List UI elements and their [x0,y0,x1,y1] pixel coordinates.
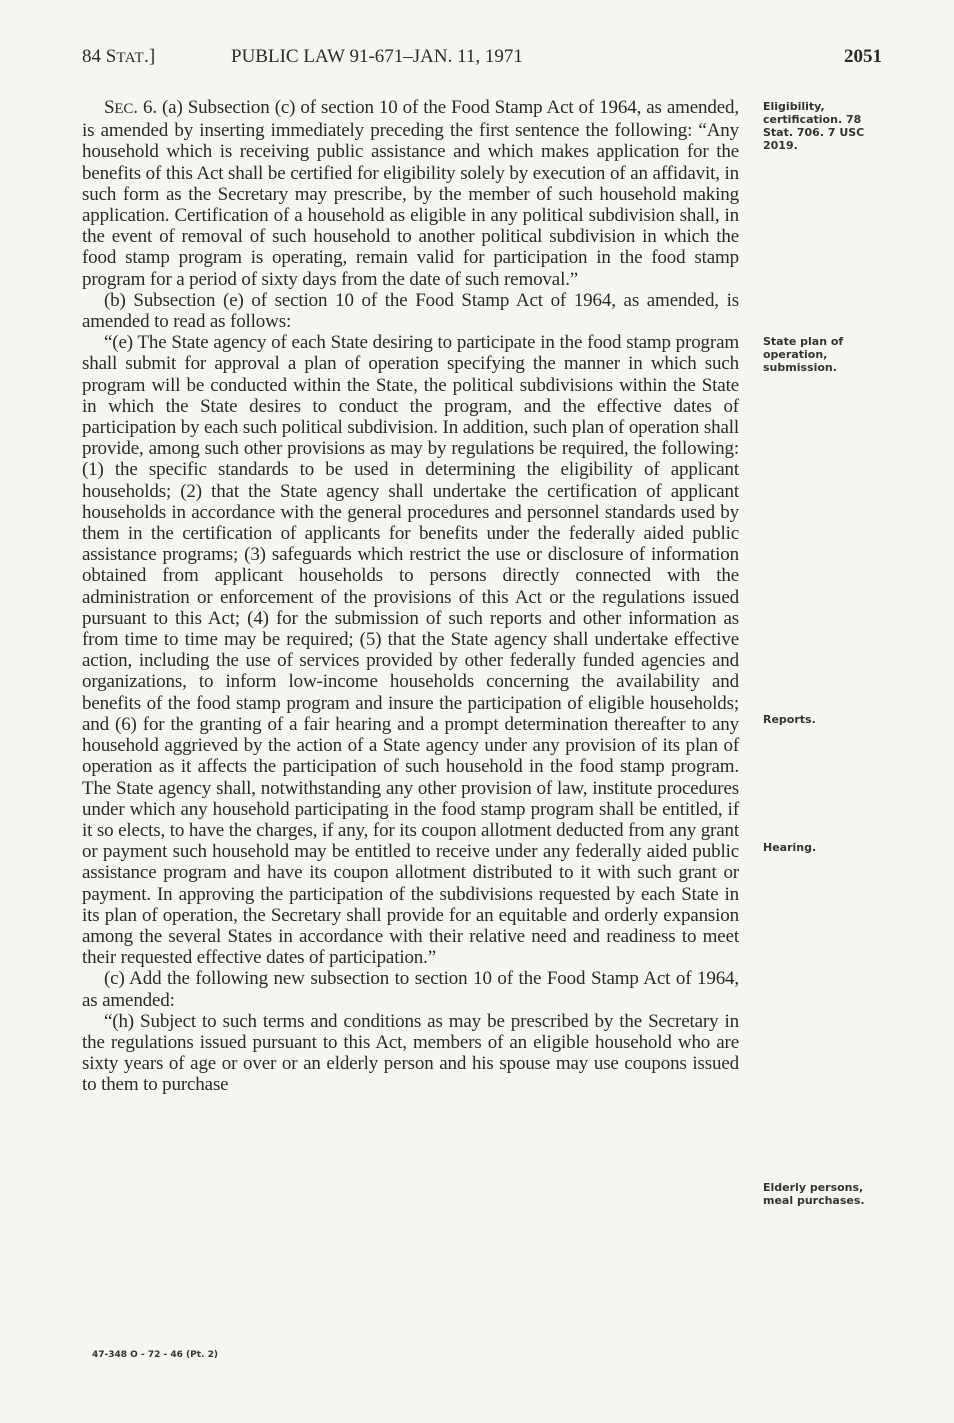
margin-note-state-plan: State plan of operation, submission. [763,335,844,374]
paragraph-sec6c: (c) Add the following new subsection to section 10 of the Food Stamp Act of 1964, as amended: [82,968,739,1011]
print-code: 47-348 O - 72 - 46 (Pt. 2) [92,1350,218,1360]
margin-note-reports: Reports. [763,713,816,726]
statute-volume: 84 STAT.] [82,46,156,67]
margin-note-eligibility: Eligibility, certification. 78 Stat. 706. 7 USC 2019. [763,100,865,152]
paragraph-subsection-e: “(e) The State agency of each State desiring to participate in the food stamp program shall submit for approval a plan of operation specifying the manner in which such program will be conducted within the State, the political subdivisions within the State in which the State desires to conduct the program, and the effective dates of participation by each such political subdivision. In addition, such plan of operation shall provide, among such other provisions as may by regulations be required, the following: (1) the specific standards to be used in determining the eligibility of applicant households; (2) that the State agency shall undertake the certification of applicant households in accordance with the general procedures and personnel standards used by them in the certification of applicants for benefits under the federally aided public assistance programs; (3) safeguards which restrict the use or disclosure of information obtained from applicant households to persons directly connected with the administration or enforcement of the provisions of this Act or the regulations issued pursuant to this Act; (4) for the submission of such reports and other information as from time to time may be required; (5) that the State agency shall undertake effective action, including the use of services provided by other federally funded agencies and organizations, to inform low-income households concerning the availability and benefits of the food stamp program and insure the participation of eligible households; and (6) for the granting of a fair hearing and a prompt determination thereafter to any household aggrieved by the action of a State agency under any provision of its plan of operation as it affects the participation of such household in the food stamp program. The State agency shall, notwithstanding any other provision of law, institute procedures under which any household participating in the food stamp program shall be entitled, if it so elects, to have the charges, if any, for its coupon allotment deducted from any grant or payment such household may be entitled to receive under any federally aided public assistance program and have its coupon allotment distributed to it with such grant or payment. In approving the participation of the subdivisions requested by each State in its plan of operation, the Secretary shall provide for an equitable and orderly expansion among the several States in accordance with their relative need and readiness to meet their requested effective dates of participation.” [82,332,739,969]
margin-note-hearing: Hearing. [763,841,817,854]
law-title: PUBLIC LAW 91-671–JAN. 11, 1971 [231,46,523,67]
page-header [82,46,892,80]
body-text [82,97,739,1096]
paragraph-sec6b: (b) Subsection (e) of section 10 of the Food Stamp Act of 1964, as amended, is amended to read as follows: [82,289,739,333]
paragraph-sec6a: SEC. 6. (a) Subsection (c) of section 10 of the Food Stamp Act of 1964, as amended, is amended by inserting immediately preceding the first sentence the following: “Any household which is receiving public assistance and which makes application for the benefits of this Act shall be certified for eligibility solely by execution of an affidavit, in such form as the Secretary may prescribe, by the member of such household making application. Certification of a household as eligible in any political subdivision shall, in the event of removal of such household to another political subdivision in which the food stamp program is operating, remain valid for participation in the food stamp program for a period of sixty days from the date of such removal.” [82,97,739,290]
paragraph-subsection-h: “(h) Subject to such terms and conditions as may be prescribed by the Secretary in the regulations issued pursuant to this Act, members of an eligible household who are sixty years of age or over or an elderly person and his spouse may use coupons issued to them to purchase [82,1010,739,1096]
page-number: 2051 [844,46,882,67]
margin-note-elderly: Elderly persons, meal purchases. [763,1181,865,1207]
